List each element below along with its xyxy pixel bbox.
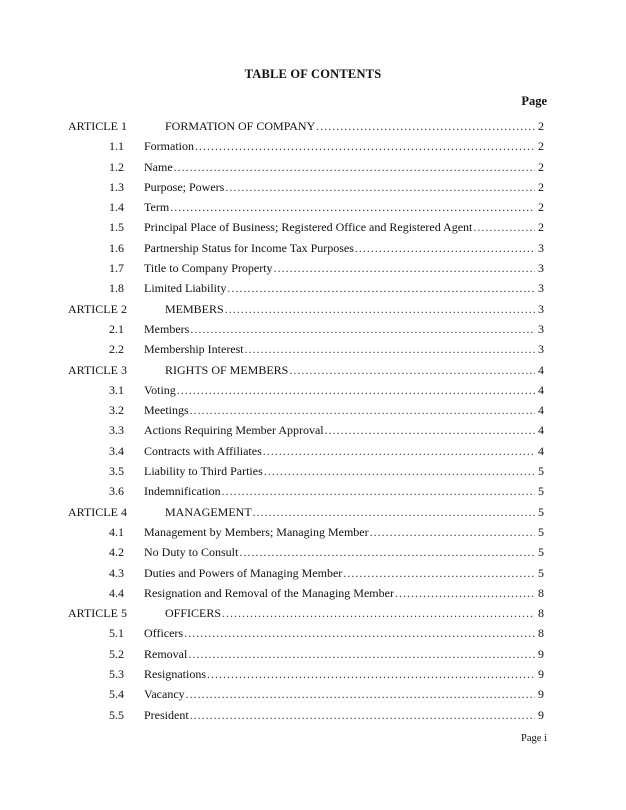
toc-section-row[interactable] — [68, 444, 544, 464]
dot-leader — [263, 444, 535, 459]
toc-entry-number: 1.5 — [109, 220, 124, 235]
dot-leader — [170, 200, 535, 215]
dot-leader — [190, 403, 535, 418]
dot-leader — [186, 687, 535, 702]
toc-section-row[interactable] — [68, 525, 544, 545]
toc-entry-page: 4 — [538, 403, 544, 418]
toc-section-row[interactable] — [68, 667, 544, 687]
toc-entry-title: Resignations — [144, 667, 206, 682]
toc-entry-page: 3 — [538, 342, 544, 357]
toc-entry-page: 4 — [538, 382, 544, 397]
toc-entry-number: 3.6 — [109, 484, 124, 499]
toc-entry-page: 3 — [538, 240, 544, 255]
toc-entry-title: RIGHTS OF MEMBERS — [165, 362, 289, 377]
toc-section-row[interactable] — [68, 586, 544, 606]
dot-leader — [195, 139, 535, 154]
dot-leader — [370, 525, 535, 540]
toc-entry-page: 5 — [538, 504, 544, 519]
toc-entry-number: 1.4 — [109, 200, 124, 215]
page-footer: Page i — [521, 733, 547, 744]
toc-entry-number: 3.2 — [109, 403, 124, 418]
toc-entry-number: 5.4 — [109, 687, 124, 702]
toc-entry-page: 9 — [538, 687, 544, 702]
toc-entry-number: 3.3 — [109, 423, 124, 438]
toc-entry-page: 4 — [538, 423, 544, 438]
toc-entry-number: 3.4 — [109, 443, 124, 458]
toc-entry-number: 5.3 — [109, 667, 124, 682]
toc-section-row[interactable] — [68, 220, 544, 240]
toc-entry-title: Term — [144, 200, 170, 215]
toc-entry-page: 2 — [538, 200, 544, 215]
toc-entry-page: 2 — [538, 220, 544, 235]
toc-entry-page: 2 — [538, 139, 544, 154]
toc-entry-page: 5 — [538, 524, 544, 539]
toc-entry-number: 3.5 — [109, 464, 124, 479]
toc-entry-page: 3 — [538, 261, 544, 276]
toc-entry-title: Actions Requiring Member Approval — [144, 423, 324, 438]
toc-entry-page: 5 — [538, 464, 544, 479]
toc-entry-number: 4.4 — [109, 585, 124, 600]
dot-leader — [239, 545, 535, 560]
toc-entry-title: Voting — [144, 382, 176, 397]
toc-entry-page: 4 — [538, 443, 544, 458]
dot-leader — [222, 606, 535, 621]
toc-section-row[interactable] — [68, 687, 544, 707]
toc-article-row[interactable] — [68, 119, 544, 139]
toc-article-row[interactable] — [68, 302, 544, 322]
toc-entry-title: Partnership Status for Income Tax Purposes — [144, 240, 354, 255]
toc-section-row[interactable] — [68, 708, 544, 728]
table-of-contents — [68, 119, 544, 728]
toc-section-row[interactable] — [68, 464, 544, 484]
dot-leader — [174, 160, 535, 175]
toc-section-row[interactable] — [68, 200, 544, 220]
toc-entry-title: Management by Members; Managing Member — [144, 524, 369, 539]
toc-section-row[interactable] — [68, 423, 544, 443]
toc-entry-title: MEMBERS — [165, 301, 224, 316]
toc-entry-page: 2 — [538, 119, 544, 133]
toc-entry-page: 2 — [538, 159, 544, 174]
dot-leader — [289, 363, 535, 378]
dot-leader — [343, 566, 535, 581]
toc-entry-number: 2.1 — [109, 321, 124, 336]
dot-leader — [207, 667, 535, 682]
toc-entry-title: Principal Place of Business; Registered Office and Registered Agent — [144, 220, 473, 235]
toc-entry-title: Meetings — [144, 403, 189, 418]
dot-leader — [245, 342, 535, 357]
toc-section-row[interactable] — [68, 180, 544, 200]
page-column-header: Page — [521, 94, 547, 108]
toc-section-row[interactable] — [68, 383, 544, 403]
toc-entry-title: Title to Company Property — [144, 261, 273, 276]
toc-entry-number: ARTICLE 1 — [68, 119, 127, 133]
toc-article-row[interactable] — [68, 606, 544, 626]
toc-entry-title: Name — [144, 159, 173, 174]
toc-section-row[interactable] — [68, 403, 544, 423]
dot-leader — [190, 322, 535, 337]
toc-entry-number: 2.2 — [109, 342, 124, 357]
toc-section-row[interactable] — [68, 626, 544, 646]
toc-entry-number: 1.3 — [109, 179, 124, 194]
toc-section-row[interactable] — [68, 261, 544, 281]
toc-entry-number: 1.6 — [109, 240, 124, 255]
dot-leader — [325, 423, 535, 438]
toc-entry-title: Purpose; Powers — [144, 179, 225, 194]
toc-entry-title: OFFICERS — [165, 606, 222, 621]
dot-leader — [188, 647, 535, 662]
toc-section-row[interactable] — [68, 160, 544, 180]
toc-entry-number: 4.1 — [109, 524, 124, 539]
dot-leader — [395, 586, 535, 601]
dot-leader — [227, 281, 535, 296]
toc-entry-number: ARTICLE 3 — [68, 362, 127, 377]
toc-entry-number: 4.3 — [109, 565, 124, 580]
dot-leader — [222, 484, 535, 499]
toc-entry-number: 3.1 — [109, 382, 124, 397]
toc-section-row[interactable] — [68, 241, 544, 261]
toc-entry-number: ARTICLE 5 — [68, 606, 127, 621]
toc-entry-page: 3 — [538, 321, 544, 336]
toc-article-row[interactable] — [68, 505, 544, 525]
toc-entry-number: 1.8 — [109, 281, 124, 296]
toc-entry-page: 5 — [538, 484, 544, 499]
dot-leader — [225, 180, 535, 195]
toc-entry-title: No Duty to Consult — [144, 545, 239, 560]
toc-entry-title: Officers — [144, 626, 184, 641]
toc-entry-title: Contracts with Affiliates — [144, 443, 262, 458]
dot-leader — [190, 708, 535, 723]
toc-entry-number: 1.2 — [109, 159, 124, 174]
toc-entry-page: 3 — [538, 301, 544, 316]
toc-section-row[interactable] — [68, 322, 544, 342]
dot-leader — [177, 383, 535, 398]
toc-entry-page: 5 — [538, 565, 544, 580]
toc-entry-page: 9 — [538, 667, 544, 682]
toc-entry-title: Resignation and Removal of the Managing Member — [144, 585, 394, 600]
toc-entry-title: Duties and Powers of Managing Member — [144, 565, 343, 580]
toc-entry-title: President — [144, 707, 189, 722]
toc-entry-title: FORMATION OF COMPANY — [165, 119, 316, 133]
toc-section-row[interactable] — [68, 647, 544, 667]
toc-entry-page: 4 — [538, 362, 544, 377]
dot-leader — [355, 241, 535, 256]
toc-entry-title: Limited Liability — [144, 281, 227, 296]
toc-entry-title: Vacancy — [144, 687, 185, 702]
toc-entry-title: Membership Interest — [144, 342, 244, 357]
toc-entry-number: 5.1 — [109, 626, 124, 641]
dot-leader — [316, 119, 535, 134]
toc-entry-page: 2 — [538, 179, 544, 194]
toc-entry-title: Indemnification — [144, 484, 221, 499]
toc-entry-number: ARTICLE 4 — [68, 504, 127, 519]
toc-entry-page: 8 — [538, 606, 544, 621]
toc-article-row[interactable] — [68, 363, 544, 383]
toc-entry-title: Liability to Third Parties — [144, 464, 263, 479]
dot-leader — [253, 505, 535, 520]
toc-section-row[interactable] — [68, 545, 544, 565]
dot-leader — [264, 464, 535, 479]
toc-entry-title: MANAGEMENT — [165, 504, 252, 519]
dot-leader — [184, 626, 535, 641]
dot-leader — [473, 220, 535, 235]
toc-entry-title: Formation — [144, 139, 194, 154]
toc-entry-page: 8 — [538, 585, 544, 600]
toc-entry-page: 8 — [538, 626, 544, 641]
toc-entry-page: 5 — [538, 545, 544, 560]
page-title: TABLE OF CONTENTS — [244, 67, 382, 81]
dot-leader — [274, 261, 535, 276]
toc-entry-page: 9 — [538, 646, 544, 661]
toc-entry-title: Members — [144, 321, 190, 336]
dot-leader — [225, 302, 535, 317]
toc-entry-number: 1.1 — [109, 139, 124, 154]
toc-section-row[interactable] — [68, 566, 544, 586]
toc-section-row[interactable] — [68, 139, 544, 159]
toc-entry-number: 5.5 — [109, 707, 124, 722]
toc-entry-number: 4.2 — [109, 545, 124, 560]
toc-entry-page: 9 — [538, 707, 544, 722]
toc-entry-number: 1.7 — [109, 261, 124, 276]
toc-entry-title: Removal — [144, 646, 188, 661]
toc-entry-number: 5.2 — [109, 646, 124, 661]
toc-entry-number: ARTICLE 2 — [68, 301, 127, 316]
toc-section-row[interactable] — [68, 484, 544, 504]
toc-section-row[interactable] — [68, 281, 544, 301]
toc-section-row[interactable] — [68, 342, 544, 362]
toc-entry-page: 3 — [538, 281, 544, 296]
